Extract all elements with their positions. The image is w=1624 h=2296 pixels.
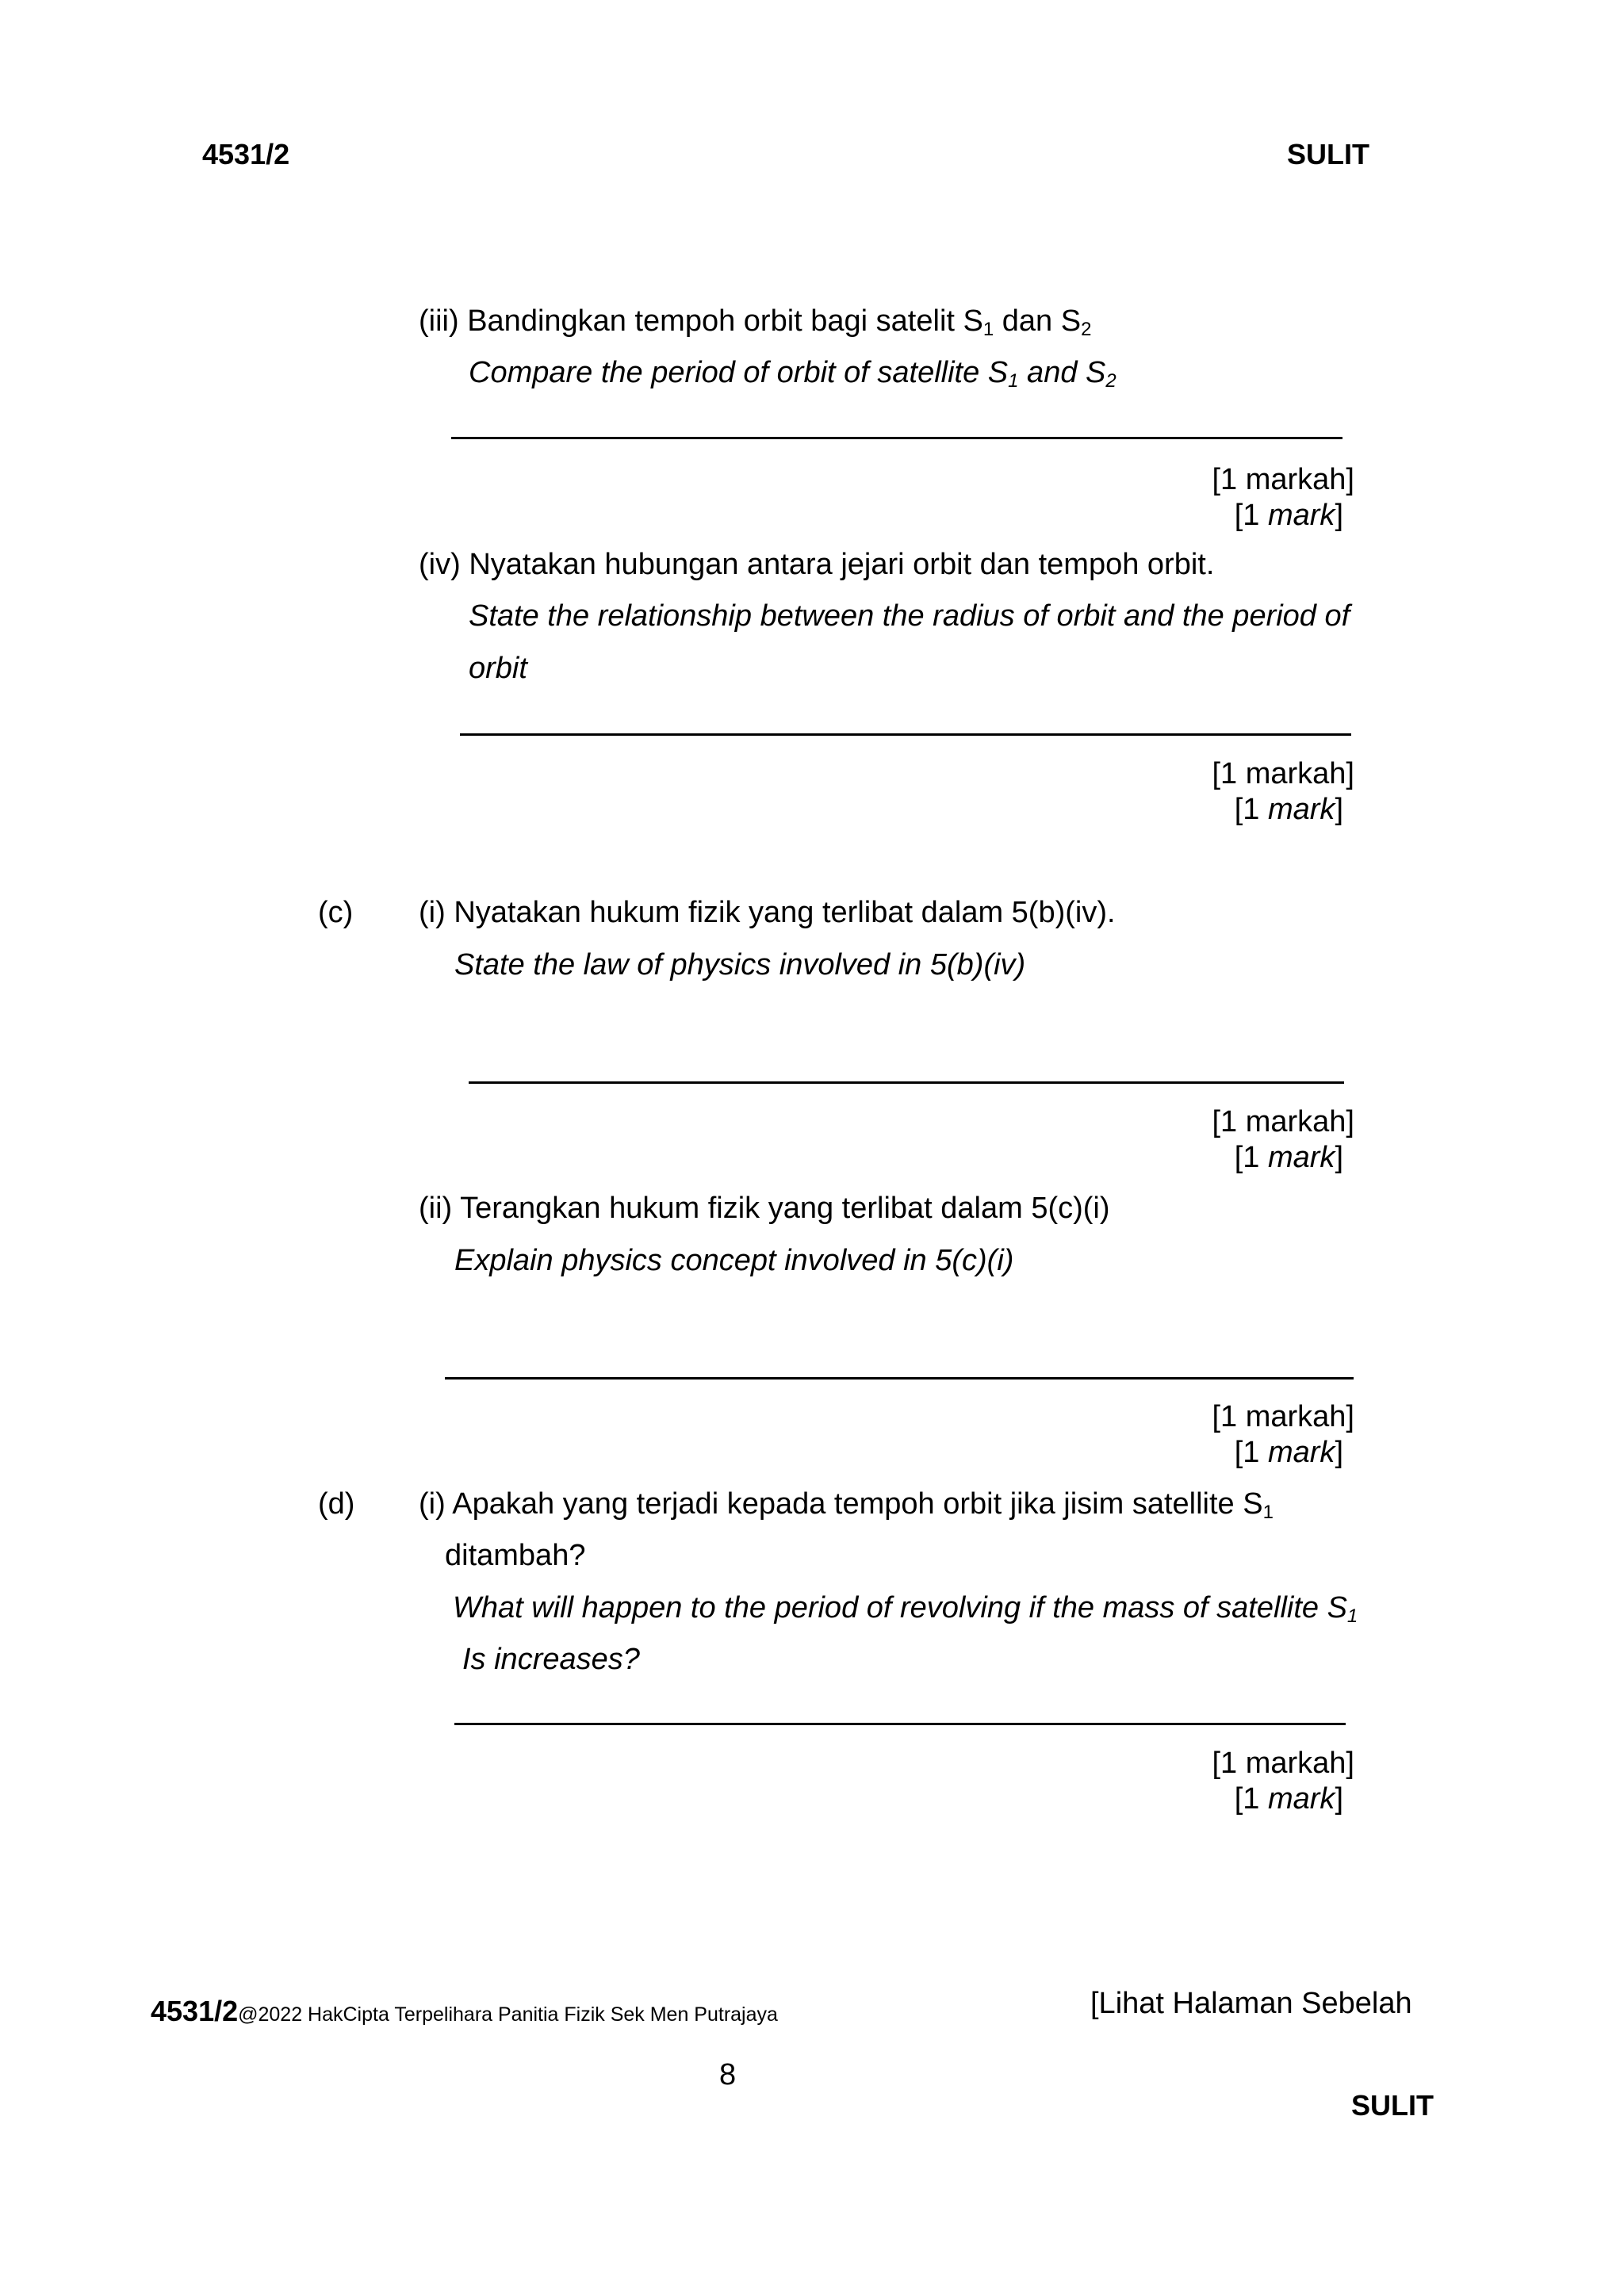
marks-label-en: [1 mark] — [1234, 793, 1343, 826]
question-d-i-bm-line2: ditambah? — [445, 1539, 586, 1572]
question-c-ii-en: Explain physics concept involved in 5(c)(i) — [454, 1244, 1014, 1277]
question-text: Nyatakan hubungan antara jejari orbit dan tempoh orbit. — [469, 548, 1215, 581]
footer-copyright: @2022 HakCipta Terpelihara Panitia Fizik Sek Men Putrajaya — [238, 2003, 778, 2026]
question-b-iii-en — [469, 356, 1116, 392]
marks-label-bm: [1 markah] — [1212, 1105, 1354, 1138]
question-c-i-bm — [419, 897, 1116, 928]
question-number: (ii) — [419, 1192, 453, 1225]
question-c-i-en: State the law of physics involved in 5(b)(iv) — [454, 948, 1026, 982]
question-d-i-en-line2: Is increases? — [462, 1643, 640, 1676]
answer-line[interactable] — [460, 733, 1351, 736]
subscript: 1 — [1262, 1502, 1274, 1523]
subscript: 2 — [1081, 319, 1092, 340]
marks-label-en: [1 mark] — [1234, 1436, 1343, 1469]
question-text: Terangkan hukum fizik yang terlibat dalam 5(c)(i) — [460, 1192, 1110, 1225]
question-text: dan S — [994, 304, 1082, 338]
marks-label-en: [1 mark] — [1234, 1141, 1343, 1174]
marks-label-bm: [1 markah] — [1212, 1747, 1354, 1780]
subscript: 1 — [1346, 1605, 1358, 1627]
question-text: What will happen to the period of revolving if the mass of satellite S — [453, 1591, 1347, 1624]
question-c-ii-bm — [419, 1193, 1110, 1223]
question-text: Compare the period of orbit of satellite S — [469, 356, 1009, 389]
question-text: and S — [1018, 356, 1106, 389]
question-text: Nyatakan hukum fizik yang terlibat dalam 5(b)(iv). — [454, 896, 1116, 929]
marks-label-en: [1 mark] — [1234, 1782, 1343, 1816]
answer-line[interactable] — [451, 437, 1342, 439]
answer-line[interactable] — [454, 1723, 1346, 1725]
section-d-label: (d) — [318, 1487, 355, 1521]
footer-left — [151, 1995, 778, 2028]
answer-line[interactable] — [469, 1081, 1344, 1084]
question-number: (i) — [419, 896, 446, 929]
question-b-iv-bm — [419, 549, 1214, 580]
question-text: Bandingkan tempoh orbit bagi satelit S — [467, 304, 983, 338]
question-d-i-bm-line1 — [419, 1487, 1274, 1523]
question-text: Apakah yang terjadi kepada tempoh orbit jika jisim satellite S — [452, 1487, 1263, 1521]
footer-next-page: [Lihat Halaman Sebelah — [1090, 1987, 1412, 2020]
question-b-iv-en-line1: State the relationship between the radius of orbit and the period of — [469, 599, 1350, 633]
marks-label-en: [1 mark] — [1234, 499, 1343, 532]
subscript: 1 — [982, 319, 994, 340]
question-number: (iv) — [419, 548, 461, 581]
footer-classification: SULIT — [1351, 2089, 1434, 2122]
subscript: 2 — [1105, 370, 1116, 392]
section-c-label: (c) — [318, 896, 354, 929]
question-b-iv-en-line2: orbit — [469, 652, 527, 685]
marks-label-bm: [1 markah] — [1212, 463, 1354, 496]
page-number: 8 — [719, 2058, 737, 2091]
footer-code: 4531/2 — [151, 1995, 239, 2027]
question-b-iii-bm — [419, 304, 1092, 340]
marks-label-bm: [1 markah] — [1212, 1400, 1354, 1433]
question-number: (i) — [419, 1487, 446, 1521]
answer-line[interactable] — [445, 1377, 1354, 1380]
question-number: (iii) — [419, 304, 459, 338]
marks-label-bm: [1 markah] — [1212, 757, 1354, 790]
subscript: 1 — [1008, 370, 1019, 392]
header-classification: SULIT — [1287, 138, 1369, 170]
question-d-i-en-line1 — [453, 1591, 1358, 1627]
header-code: 4531/2 — [202, 138, 290, 170]
